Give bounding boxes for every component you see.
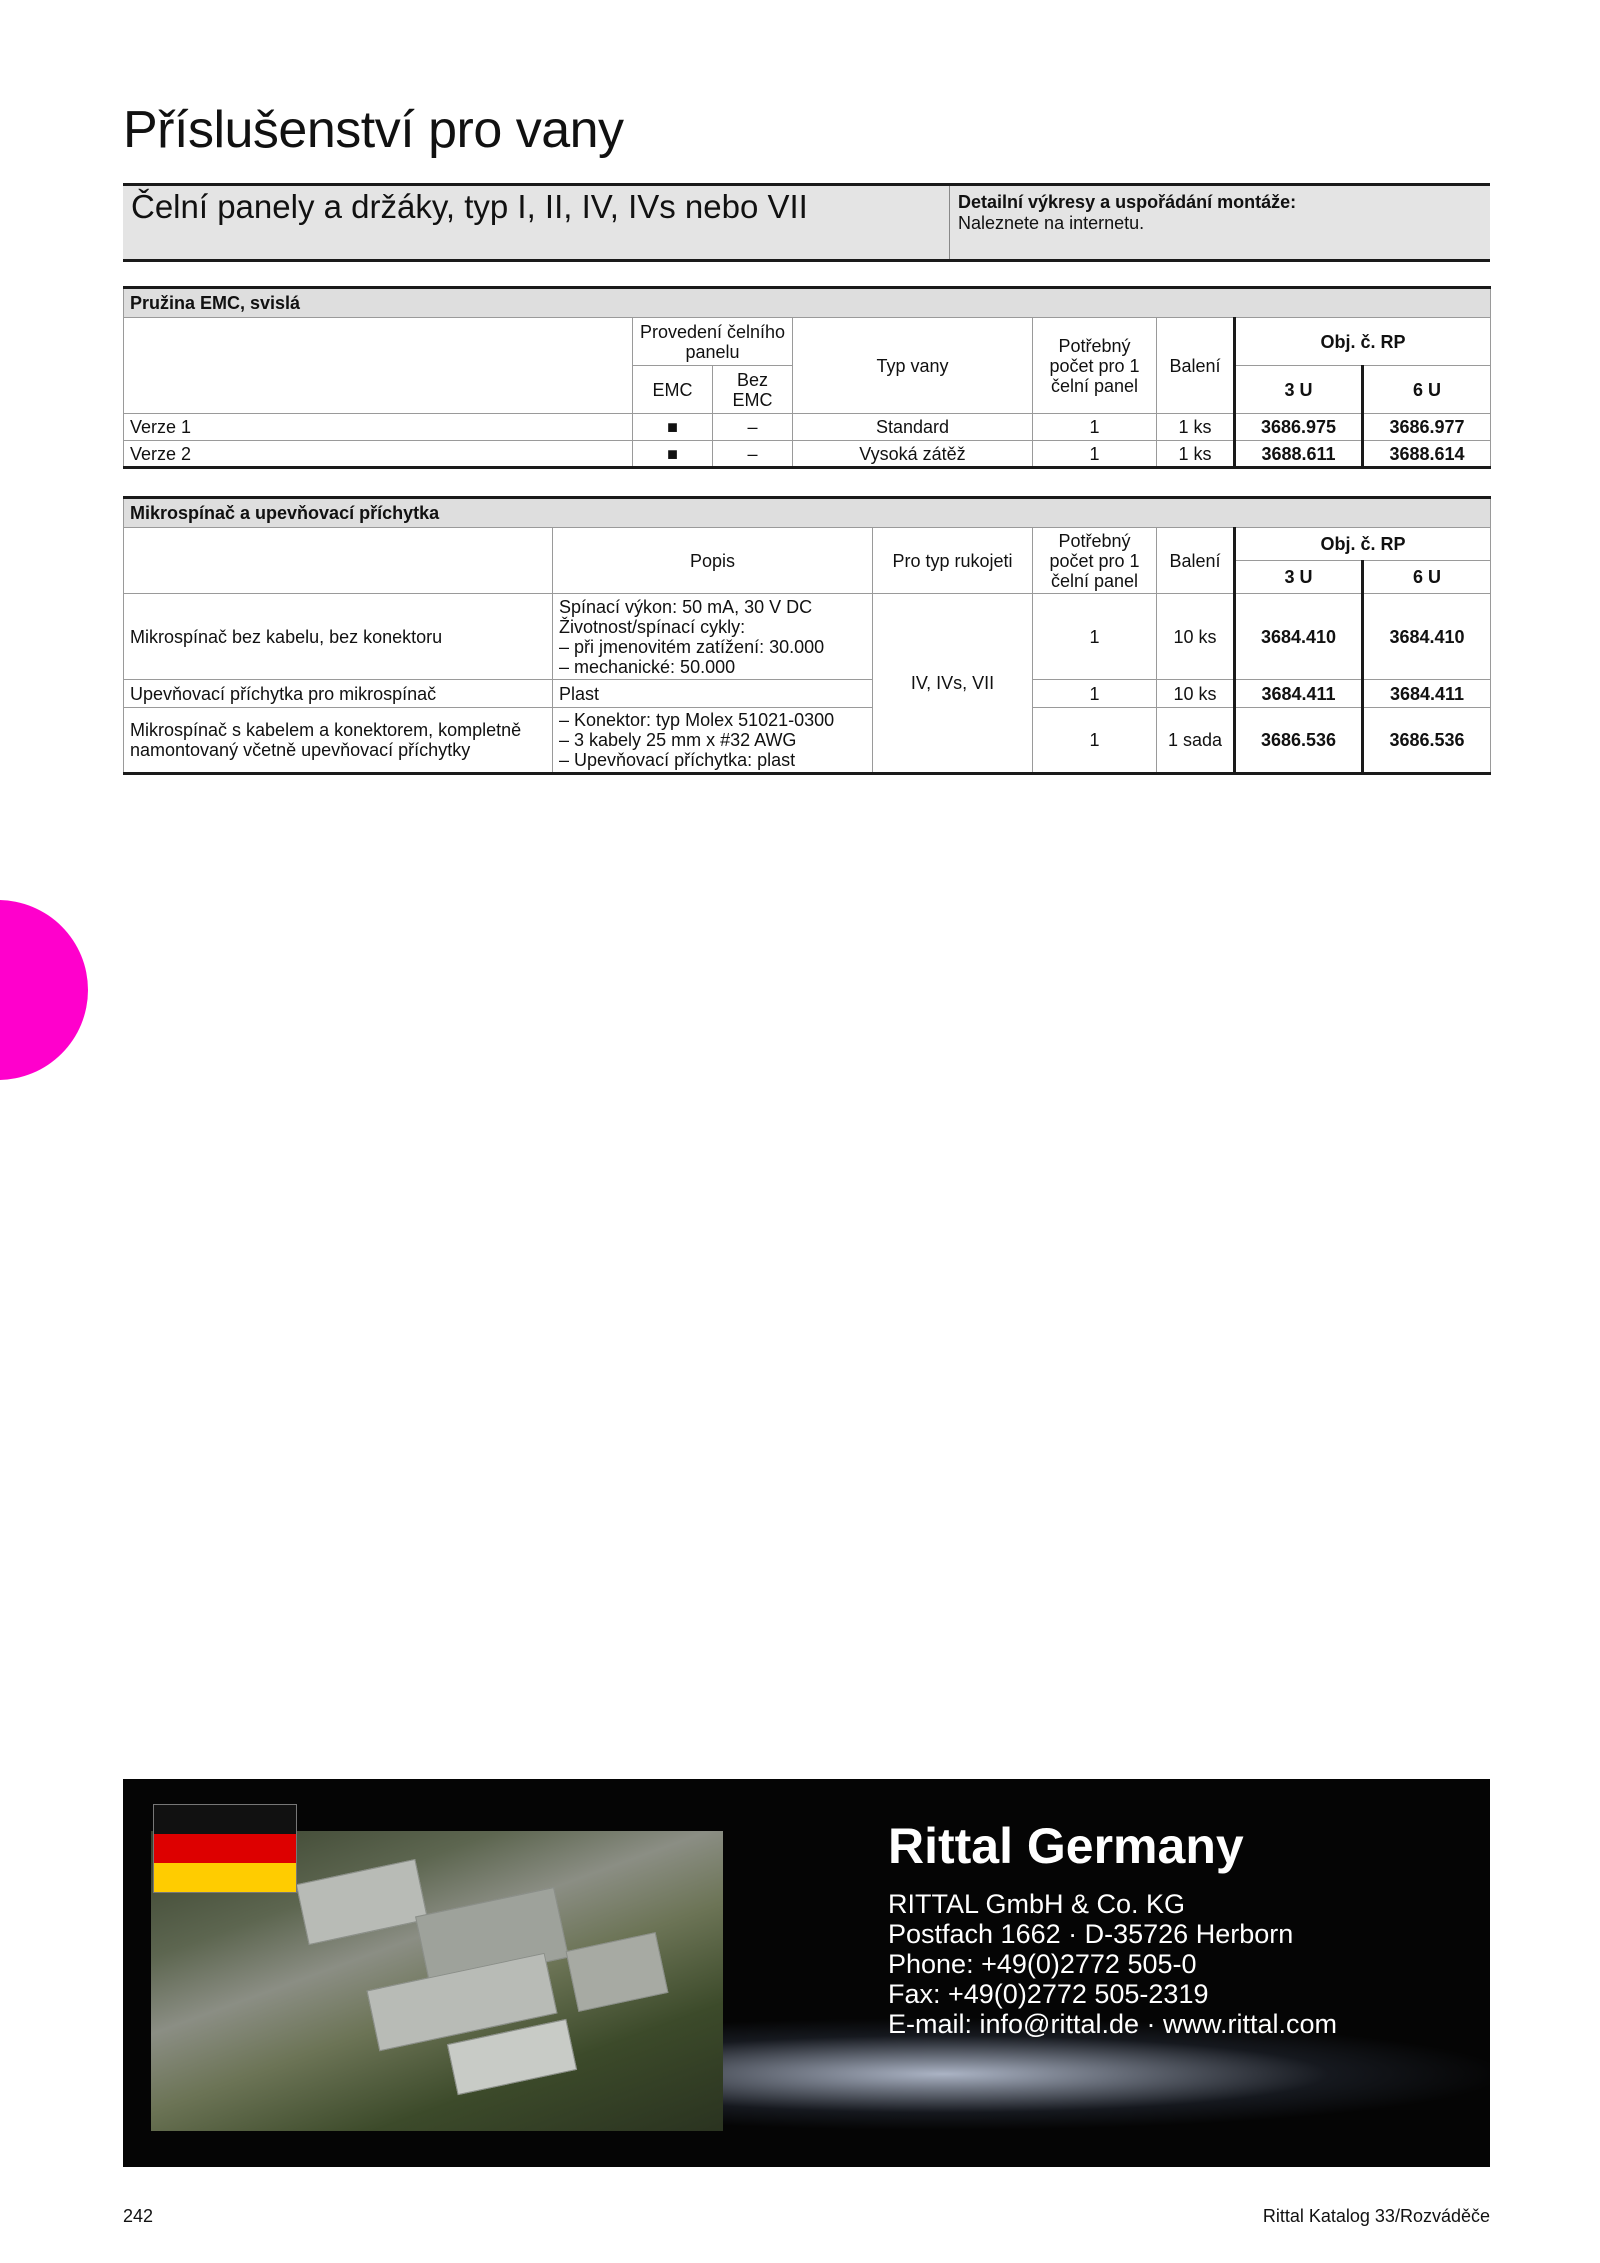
row-baleni: 10 ks [1157, 680, 1235, 708]
header-baleni: Balení [1157, 528, 1235, 594]
banner-title: Rittal Germany [888, 1818, 1244, 1874]
row-bez-emc: – [713, 441, 793, 468]
germany-flag-icon [153, 1804, 297, 1893]
table-row [124, 680, 1491, 708]
row-popis [553, 680, 873, 708]
header-typ-vany: Typ vany [793, 318, 1033, 414]
header-baleni: Balení [1157, 318, 1235, 414]
row-baleni: 1 ks [1157, 414, 1235, 441]
row-baleni: 1 sada [1157, 708, 1235, 774]
row-order-3u: 3686.536 [1235, 708, 1363, 774]
row-order-3u: 3684.411 [1235, 680, 1363, 708]
row-typ: Standard [793, 414, 1033, 441]
emc-spring-table [123, 286, 1491, 469]
section-info [950, 186, 1490, 259]
header-6u: 6 U [1363, 366, 1491, 414]
row-name: Verze 1 [124, 414, 633, 441]
rittal-germany-banner [123, 1779, 1490, 2167]
table-row [124, 708, 1491, 774]
row-pocet: 1 [1033, 441, 1157, 468]
popis-line: – při jmenovitém zatížení: 30.000 [559, 636, 825, 657]
row-order-3u: 3684.410 [1235, 594, 1363, 680]
info-label[interactable]: Detailní výkresy a uspořádání montáže: [958, 192, 1297, 212]
row-order-6u: 3686.536 [1363, 708, 1491, 774]
row-baleni: 10 ks [1157, 594, 1235, 680]
popis-line: – mechanické: 50.000 [559, 656, 736, 677]
page-title: Příslušenství pro vany [123, 101, 624, 159]
header-bez-emc: Bez EMC [713, 366, 793, 414]
catalog-name: Rittal Katalog 33/Rozváděče [1262, 2206, 1490, 2226]
row-name: Verze 2 [124, 441, 633, 468]
header-popis: Popis [553, 528, 873, 594]
header-obj: Obj. č. RP [1235, 318, 1491, 366]
table-row [124, 441, 1491, 468]
table2-header-empty [124, 528, 553, 594]
popis-line: – 3 kabely 25 mm x #32 AWG [559, 730, 797, 750]
header-provedeni: Provedení čelního panelu [633, 318, 793, 366]
info-text[interactable]: Naleznete na internetu. [958, 213, 1145, 233]
popis-line: – Upevňovací příchytka: plast [559, 750, 796, 770]
row-pocet: 1 [1033, 708, 1157, 774]
row-order-6u: 3684.411 [1363, 680, 1491, 708]
row-pocet: 1 [1033, 680, 1157, 708]
header-6u: 6 U [1363, 561, 1491, 594]
header-rukojeti: Pro typ rukojeti [873, 528, 1033, 594]
header-emc: EMC [633, 366, 713, 414]
header-potrebny: Potřebný počet pro 1 čelní panel [1033, 318, 1157, 414]
popis-line: Spínací výkon: 50 mA, 30 V DC [559, 596, 813, 617]
section-header [123, 183, 1490, 262]
header-3u: 3 U [1235, 561, 1363, 594]
row-bez-emc: – [713, 414, 793, 441]
section-title: Čelní panely a držáky, typ I, II, IV, IVs nebo VII [123, 186, 950, 259]
row-order-6u: 3688.614 [1363, 441, 1491, 468]
row-typ: Vysoká zátěž [793, 441, 1033, 468]
contact-block [888, 1817, 1337, 2039]
header-potrebny: Potřebný počet pro 1 čelní panel [1033, 528, 1157, 594]
header-3u: 3 U [1235, 366, 1363, 414]
row-name: Mikrospínač s kabelem a konektorem, kompletně namontovaný včetně upevňovací příchytky [124, 708, 553, 774]
popis-line: Životnost/spínací cykly: [559, 616, 746, 637]
table-row [124, 594, 1491, 680]
row-pocet: 1 [1033, 414, 1157, 441]
table1-header-empty [124, 318, 633, 414]
phone-line[interactable]: Phone: +49(0)2772 505-0 [888, 1949, 1197, 1979]
row-name: Mikrospínač bez kabelu, bez konektoru [124, 594, 553, 680]
row-rukojeti: IV, IVs, VII [873, 594, 1033, 774]
row-order-3u: 3688.611 [1235, 441, 1363, 468]
page-number: 242 [123, 2206, 154, 2226]
row-baleni: 1 ks [1157, 441, 1235, 468]
row-popis [553, 594, 873, 680]
row-popis [553, 708, 873, 774]
chapter-tab-marker [0, 900, 88, 1080]
fax-line: Fax: +49(0)2772 505-2319 [888, 1979, 1209, 2009]
row-order-6u: 3684.410 [1363, 594, 1491, 680]
email-web-line[interactable]: E-mail: info@rittal.de · www.rittal.com [888, 2009, 1338, 2039]
row-pocet: 1 [1033, 594, 1157, 680]
popis-line: – Konektor: typ Molex 51021-0300 [559, 710, 835, 730]
popis-line: Plast [559, 683, 600, 704]
postal-address: Postfach 1662 · D-35726 Herborn [888, 1919, 1294, 1949]
microswitch-table [123, 496, 1491, 775]
table-row [124, 414, 1491, 441]
row-order-3u: 3686.975 [1235, 414, 1363, 441]
header-obj: Obj. č. RP [1235, 528, 1491, 561]
row-order-6u: 3686.977 [1363, 414, 1491, 441]
row-name: Upevňovací příchytka pro mikrospínač [124, 680, 553, 708]
row-emc: ■ [633, 414, 713, 441]
row-emc: ■ [633, 441, 713, 468]
table1-group-title: Pružina EMC, svislá [124, 288, 1491, 318]
company-name: RITTAL GmbH & Co. KG [888, 1889, 1186, 1919]
table2-group-title: Mikrospínač a upevňovací příchytka [124, 498, 1491, 528]
